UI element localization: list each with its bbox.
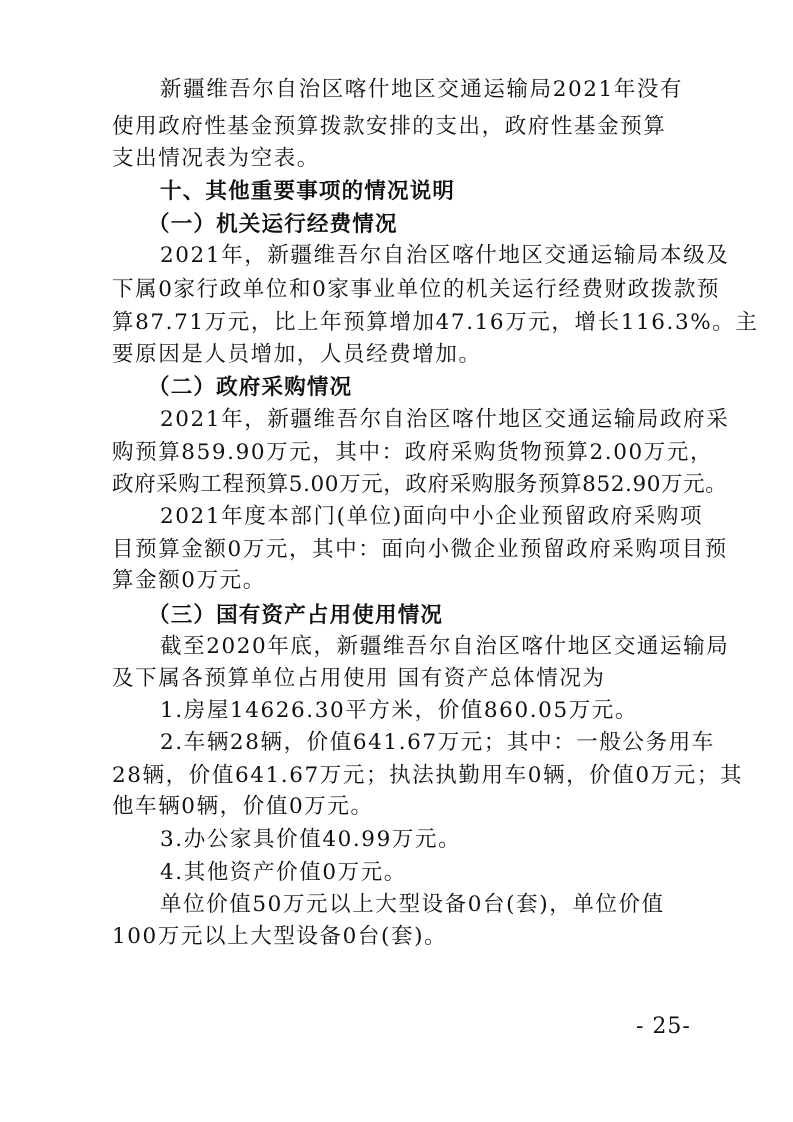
list-item-line: 28辆，价值641.67万元；执法执勤用车0辆，价值0万元；其 (112, 763, 744, 788)
list-item: 1.房屋14626.30平方米，价值860.05万元。 (160, 698, 639, 723)
paragraph-line: 下属0家行政单位和0家事业单位的机关运行经费财政拨款预 (112, 277, 721, 302)
page-number: - 25- (636, 1014, 691, 1039)
section-heading: 十、其他重要事项的情况说明 (160, 179, 456, 204)
list-item: 2.车辆28辆，价值641.67万元；其中：一般公务用车 (160, 730, 715, 755)
paragraph-line: 目预算金额0万元，其中：面向小微企业预留政府采购项目预 (112, 537, 728, 562)
paragraph-line: 2021年，新疆维吾尔自治区喀什地区交通运输局本级及 (160, 243, 730, 268)
paragraph-line: 及下属各预算单位占用使用 国有资产总体情况为 (112, 666, 606, 691)
paragraph-line: 政府采购工程预算5.00万元，政府采购服务预算852.90万元。 (112, 472, 728, 497)
list-item-line: 他车辆0辆，价值0万元。 (112, 794, 374, 819)
list-item: 4.其他资产价值0万元。 (160, 860, 407, 885)
paragraph-line: 支出情况表为空表。 (112, 146, 320, 171)
paragraph-line: 购预算859.90万元，其中：政府采购货物预算2.00万元， (112, 440, 714, 465)
paragraph-line: 100万元以上大型设备0台(套)。 (112, 924, 448, 949)
paragraph-line: 使用政府性基金预算拨款安排的支出，政府性基金预算 (112, 114, 667, 139)
paragraph-line: 要原因是人员增加，人员经费增加。 (112, 342, 482, 367)
subsection-heading: （三）国有资产占用使用情况 (148, 603, 444, 628)
paragraph-line: 2021年度本部门(单位)面向中小企业预留政府采购项 (160, 504, 704, 529)
paragraph-line: 算金额0万元。 (112, 568, 266, 593)
list-item: 3.办公家具价值40.99万元。 (160, 827, 462, 852)
subsection-heading: （二）政府采购情况 (148, 375, 353, 400)
subsection-heading: （一）机关运行经费情况 (148, 212, 398, 237)
paragraph-line: 算87.71万元，比上年预算增加47.16万元，增长116.3%。主 (112, 310, 759, 335)
paragraph-line: 2021年，新疆维吾尔自治区喀什地区交通运输局政府采 (160, 407, 730, 432)
paragraph-line: 新疆维吾尔自治区喀什地区交通运输局2021年没有 (160, 77, 684, 102)
paragraph-line: 截至2020年底，新疆维吾尔自治区喀什地区交通运输局 (160, 634, 730, 659)
paragraph-line: 单位价值50万元以上大型设备0台(套)，单位价值 (160, 892, 665, 917)
